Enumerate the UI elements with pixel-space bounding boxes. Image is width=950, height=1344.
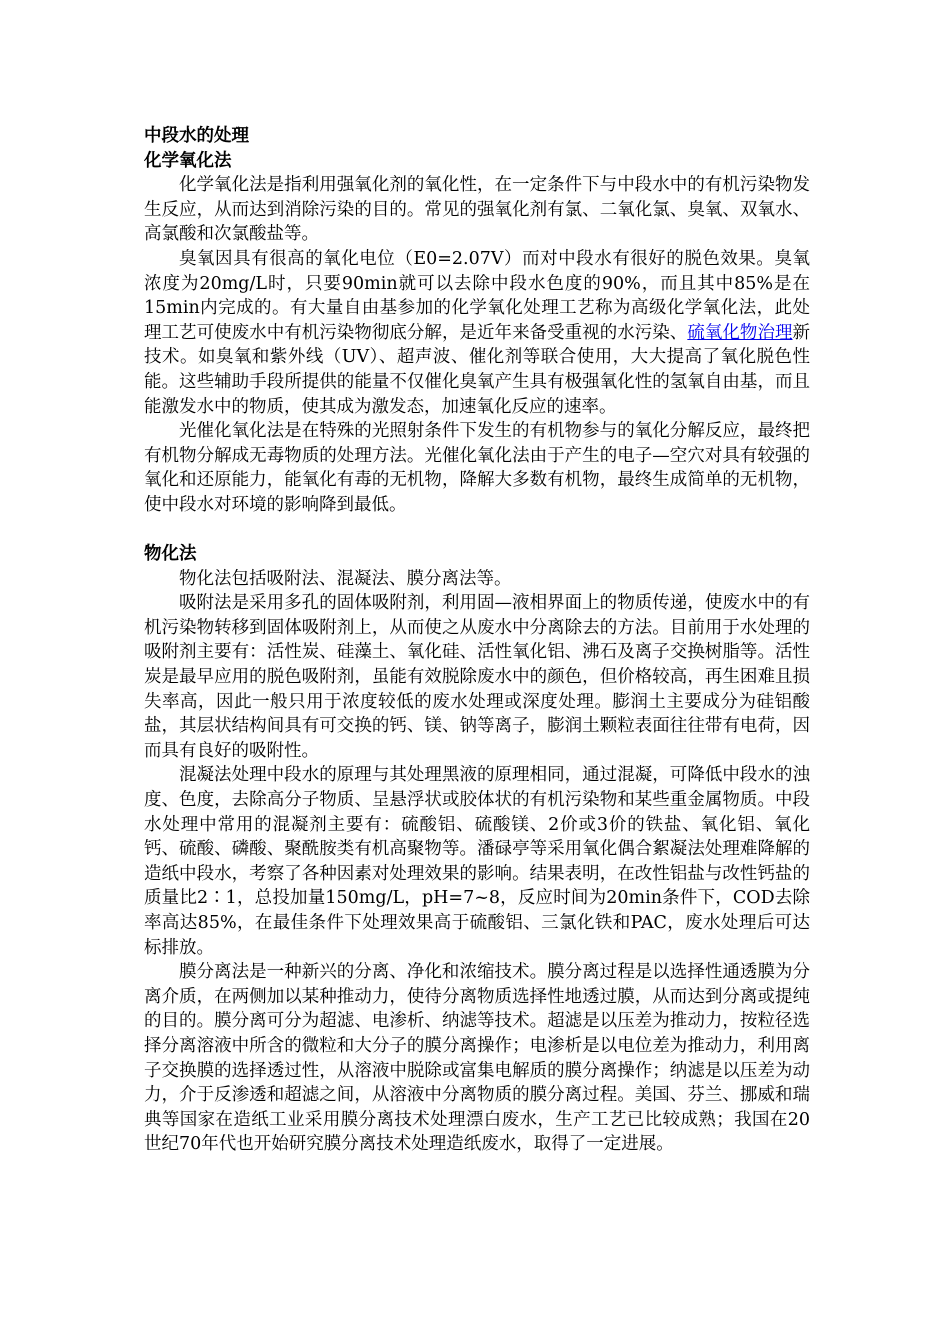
section-spacer bbox=[144, 518, 810, 543]
paragraph-ozone-text-1: 臭氧因具有很高的氧化电位（E0=2.07V）而对中段水有很好的脱色效果。臭氧浓度为20mg/L时，只要90min就可以去除中段水色度的90%，而且其中85%是在15min内完成的。有大量自由基参加的化学氧化处理工艺称为高级化学氧化法，此处理工艺可使废水中有机污染物彻底分解，是近年来备受重视的水污染、 bbox=[144, 248, 810, 343]
paragraph-physicochemical-intro: 物化法包括吸附法、混凝法、膜分离法等。 bbox=[179, 568, 512, 589]
section-heading-physicochemical: 物化法 bbox=[144, 544, 197, 565]
paragraph-membrane-separation: 膜分离法是一种新兴的分离、净化和浓缩技术。膜分离过程是以选择性通透膜为分离介质，在两侧加以某种推动力，使待分离物质选择性地透过膜，从而达到分离或提纯的目的。膜分离可分为超滤、电渗析、纳滤等技术。超滤是以压差为推动力，按粒径选择分离溶液中所含的微粒和大分子的膜分离操作；电渗析是以电位差为推动力，利用离子交换膜的选择透过性，从溶液中脱除或富集电解质的膜分离操作；纳滤是以压差为动力，介于反渗透和超滤之间，从溶液中分离物质的膜分离过程。美国、芬兰、挪威和瑞典等国家在造纸工业采用膜分离技术处理漂白废水，生产工艺已比较成熟；我国在20世纪70年代也开始研究膜分离技术处理造纸废水，取得了一定进展。 bbox=[144, 962, 810, 1155]
sulfur-oxide-treatment-link[interactable]: 硫氧化物治理 bbox=[687, 322, 793, 343]
document-page bbox=[144, 124, 810, 1157]
paragraph-coagulation: 混凝法处理中段水的原理与其处理黑液的原理相同，通过混凝，可降低中段水的浊度、色度，去除高分子物质、呈悬浮状或胶体状的有机污染物和某些重金属物质。中段水处理中常用的混凝剂主要有：硫酸铝、硫酸镁、2价或3价的铁盐、氧化铝、氧化钙、硫酸、磷酸、聚酰胺类有机高聚物等。潘碌亭等采用氧化偶合絮凝法处理难降解的造纸中段水，考察了各种因素对处理效果的影响。结果表明，在改性铝盐与改性钙盐的质量比2∶1，总投加量150mg/L，pH=7~8，反应时间为20min条件下，COD去除率高达85%，在最佳条件下处理效果高于硫酸铝、三氯化铁和PAC，废水处理后可达标排放。 bbox=[144, 765, 810, 958]
section-heading-chemical-oxidation: 化学氧化法 bbox=[144, 150, 232, 171]
paragraph-ozone bbox=[144, 247, 810, 419]
paragraph-ozone-text-2: 新技术。如臭氧和紫外线（UV）、超声波、催化剂等联合使用，大大提高了氧化脱色性能。这些辅助手段所提供的能量不仅催化臭氧产生具有极强氧化性的氢氧自由基，而且能激发水中的物质，使其成为激发态，加速氧化反应的速率。 bbox=[144, 322, 811, 417]
document-title: 中段水的处理 bbox=[144, 126, 249, 146]
paragraph-photocatalytic-oxidation: 光催化氧化法是在特殊的光照射条件下发生的有机物参与的氧化分解反应，最终把有机物分解成无毒物质的处理方法。光催化氧化法由于产生的电子—空穴对具有较强的氧化和还原能力，能氧化有毒的无机物，降解大多数有机物，最终生成简单的无机物，使中段水对环境的影响降到最低。 bbox=[144, 421, 810, 515]
paragraph-chemical-oxidation-intro: 化学氧化法是指利用强氧化剂的氧化性，在一定条件下与中段水中的有机污染物发生反应，从而达到消除污染的目的。常见的强氧化剂有氯、二氧化氯、臭氧、双氧水、高氯酸和次氯酸盐等。 bbox=[144, 175, 810, 245]
paragraph-adsorption: 吸附法是采用多孔的固体吸附剂，利用固—液相界面上的物质传递，使废水中的有机污染物转移到固体吸附剂上，从而使之从废水中分离除去的方法。目前用于水处理的吸附剂主要有：活性炭、硅藻土、氧化硅、活性氧化铝、沸石及离子交换树脂等。活性炭是最早应用的脱色吸附剂，虽能有效脱除废水中的颜色，但价格较高，再生困难且损失率高，因此一般只用于浓度较低的废水处理或深度处理。膨润土主要成分为硅铝酸盐，其层状结构间具有可交换的钙、镁、钠等离子，膨润土颗粒表面往往带有电荷，因而具有良好的吸附性。 bbox=[144, 593, 810, 761]
